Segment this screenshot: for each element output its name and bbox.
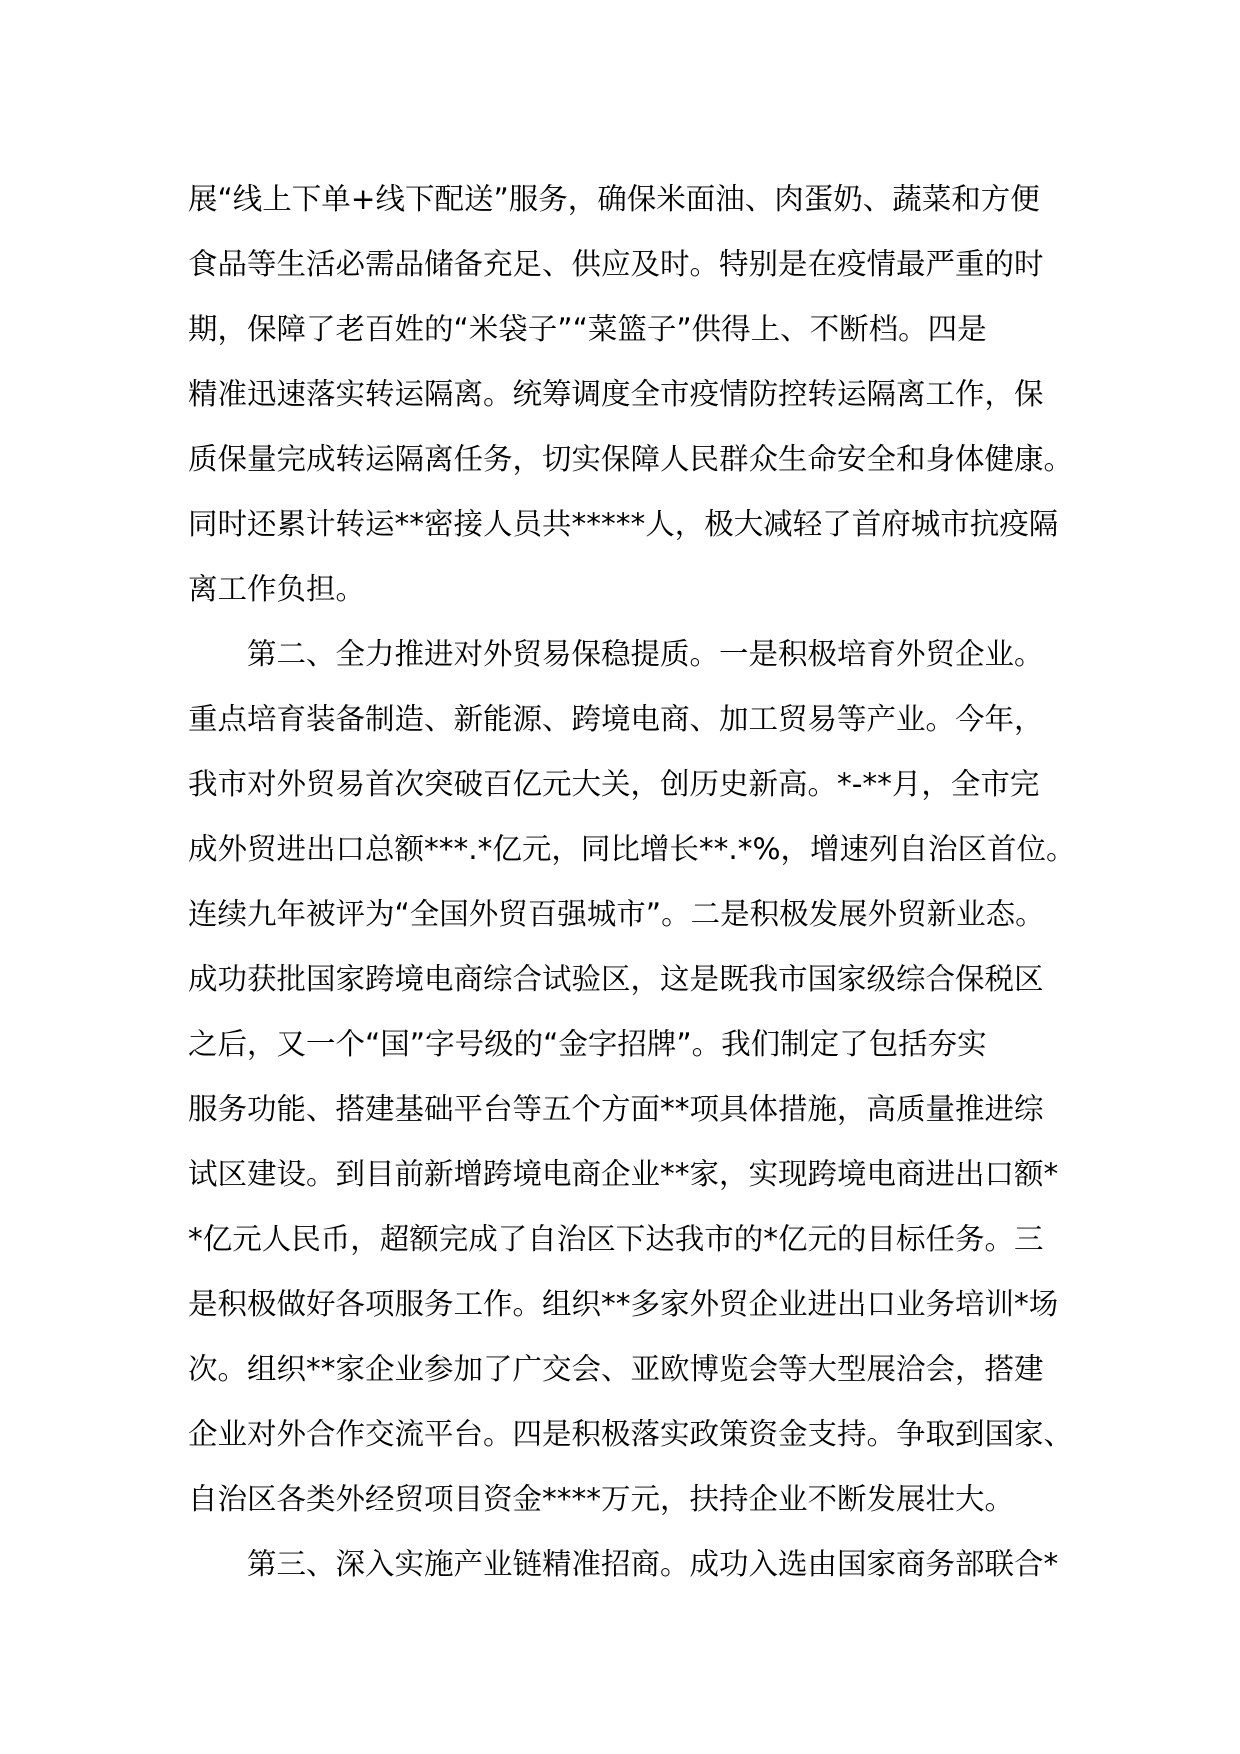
text-line: 连续九年被评为“全国外贸百强城市”。二是积极发展外贸新业态。 bbox=[188, 897, 1045, 931]
text-line: 精准迅速落实转运隔离。统筹调度全市疫情防控转运隔离工作，保 bbox=[188, 377, 1044, 411]
text-line: 第三、深入实施产业链精准招商。成功入选由国家商务部联合* bbox=[188, 1547, 1059, 1581]
text-line: 是积极做好各项服务工作。组织**多家外贸企业进出口业务培训*场 bbox=[188, 1287, 1059, 1321]
text-line: *亿元人民币，超额完成了自治区下达我市的*亿元的目标任务。三 bbox=[188, 1222, 1044, 1256]
text-line: 之后，又一个“国”字号级的“金字招牌”。我们制定了包括夯实 bbox=[188, 1027, 987, 1061]
text-line: 展“线上下单+线下配送”服务，确保米面油、肉蛋奶、蔬菜和方便 bbox=[188, 182, 1040, 216]
text-line: 同时还累计转运**密接人员共*****人，极大减轻了首府城市抗疫隔 bbox=[188, 507, 1059, 541]
text-line: 服务功能、搭建基础平台等五个方面**项具体措施，高质量推进综 bbox=[188, 1092, 1044, 1126]
text-line: 离工作负担。 bbox=[188, 572, 366, 606]
text-line: 成外贸进出口总额***.*亿元，同比增长**.*%，增速列自治区首位。 bbox=[188, 832, 1076, 866]
text-line: 我市对外贸易首次突破百亿元大关，创历史新高。*-**月，全市完 bbox=[188, 767, 1040, 801]
text-line: 期，保障了老百姓的“米袋子”“菜篮子”供得上、不断档。四是 bbox=[188, 312, 987, 346]
text-line: 重点培育装备制造、新能源、跨境电商、加工贸易等产业。今年， bbox=[188, 702, 1044, 736]
text-line: 自治区各类外经贸项目资金****万元，扶持企业不断发展壮大。 bbox=[188, 1482, 1015, 1516]
text-line: 成功获批国家跨境电商综合试验区，这是既我市国家级综合保税区 bbox=[188, 962, 1044, 996]
text-line: 食品等生活必需品储备充足、供应及时。特别是在疫情最严重的时 bbox=[188, 247, 1044, 281]
text-line: 第二、全力推进对外贸易保稳提质。一是积极培育外贸企业。 bbox=[188, 637, 1044, 671]
document-body bbox=[188, 167, 1076, 1597]
text-line: 企业对外合作交流平台。四是积极落实政策资金支持。争取到国家、 bbox=[188, 1417, 1074, 1451]
text-line: 次。组织**家企业参加了广交会、亚欧博览会等大型展洽会，搭建 bbox=[188, 1352, 1044, 1386]
text-line: 试区建设。到目前新增跨境电商企业**家，实现跨境电商进出口额* bbox=[188, 1157, 1059, 1191]
text-line: 质保量完成转运隔离任务，切实保障人民群众生命安全和身体健康。 bbox=[188, 442, 1074, 476]
